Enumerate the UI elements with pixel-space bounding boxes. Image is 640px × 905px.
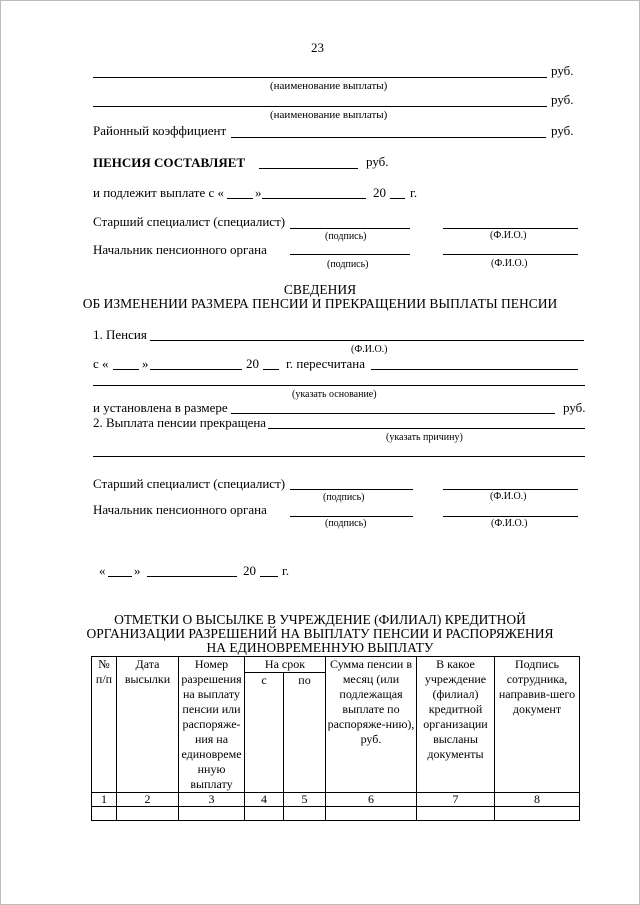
- column-number: 6: [326, 793, 417, 807]
- specialist-fio-line-1[interactable]: [443, 228, 578, 229]
- specialist-signature-line-2[interactable]: [290, 489, 413, 490]
- column-number: 7: [417, 793, 495, 807]
- date-quote-close: »: [134, 563, 141, 578]
- table-cell[interactable]: [326, 807, 417, 821]
- district-coefficient-line[interactable]: [231, 137, 546, 138]
- column-number: 3: [179, 793, 245, 807]
- fio-caption-1a: (Ф.И.О.): [490, 230, 527, 241]
- signature-caption-1a: (подпись): [325, 231, 367, 242]
- stop-reason-line[interactable]: [268, 428, 585, 429]
- section-title: СВЕДЕНИЯ: [283, 282, 357, 297]
- date-year-line[interactable]: [260, 576, 278, 577]
- section-subtitle: ОБ ИЗМЕНЕНИИ РАЗМЕРА ПЕНСИИ И ПРЕКРАЩЕНИИ ВЫПЛАТЫ ПЕНСИИ: [82, 296, 558, 311]
- head-label-2: Начальник пенсионного органа: [93, 502, 267, 517]
- payable-year-prefix: 20: [373, 185, 386, 200]
- recalc-basis-caption: (указать основание): [292, 389, 377, 400]
- header-institution: В какое учреждение (филиал) кредитной организации высланы документы: [417, 657, 495, 793]
- payable-month-line[interactable]: [262, 198, 366, 199]
- date-year-prefix: 20: [243, 563, 256, 578]
- head-fio-line-2[interactable]: [443, 516, 578, 517]
- stop-reason-line-2[interactable]: [93, 456, 585, 457]
- column-numbers-row: [92, 793, 580, 807]
- recalc-tail-line[interactable]: [371, 369, 578, 370]
- head-signature-line-1[interactable]: [290, 254, 410, 255]
- recalc-month-line[interactable]: [150, 369, 242, 370]
- senior-specialist-label-2: Старший специалист (специалист): [93, 476, 286, 491]
- column-number: 8: [495, 793, 580, 807]
- table-cell[interactable]: [92, 807, 117, 821]
- header-term-to: по: [284, 673, 326, 793]
- header-permit-number: Номер разрешения на выплату пенсии или распоряже-ния на единовреме нную выплату: [179, 657, 245, 793]
- table-cell[interactable]: [495, 807, 580, 821]
- specialist-signature-line-1[interactable]: [290, 228, 410, 229]
- fio-caption-1b: (Ф.И.О.): [491, 258, 528, 269]
- header-employee-signature: Подпись сотрудника, направив-шего документ: [495, 657, 580, 793]
- marks-title-line-1: ОТМЕТКИ О ВЫСЫЛКЕ В УЧРЕЖДЕНИЕ (ФИЛИАЛ) КРЕДИТНОЙ: [114, 612, 526, 627]
- column-number: 4: [245, 793, 284, 807]
- payment-unit-1: руб.: [551, 63, 574, 78]
- district-coefficient-unit: руб.: [551, 123, 574, 138]
- table-cell[interactable]: [417, 807, 495, 821]
- pensioner-fio-caption: (Ф.И.О.): [351, 344, 388, 355]
- senior-specialist-label-1: Старший специалист (специалист): [93, 214, 286, 229]
- table-cell[interactable]: [117, 807, 179, 821]
- payable-year-line[interactable]: [390, 198, 405, 199]
- header-term-from: с: [245, 673, 284, 793]
- marks-title-line-3: НА ЕДИНОВРЕМЕННУЮ ВЫПЛАТУ: [206, 640, 434, 655]
- payable-quote-close: »: [255, 185, 262, 200]
- stop-reason-caption: (указать причину): [386, 432, 463, 443]
- established-amount-unit: руб.: [563, 400, 586, 415]
- marks-title-line-2: ОРГАНИЗАЦИИ РАЗРЕШЕНИЙ НА ВЫПЛАТУ ПЕНСИИ И РАСПОРЯЖЕНИЯ: [86, 626, 554, 641]
- recalc-day-line[interactable]: [113, 369, 139, 370]
- payable-from-label: и подлежит выплате с «: [93, 185, 225, 200]
- table-cell[interactable]: [179, 807, 245, 821]
- payment-name-line-2[interactable]: [93, 106, 547, 107]
- recalc-year-line[interactable]: [263, 369, 279, 370]
- recalculated-label: г. пересчитана: [286, 356, 366, 371]
- table-row: [92, 807, 580, 821]
- signature-caption-1b: (подпись): [327, 259, 369, 270]
- pensioner-fio-line[interactable]: [150, 340, 584, 341]
- pension-amount-unit: руб.: [366, 154, 389, 169]
- specialist-fio-line-2[interactable]: [443, 489, 578, 490]
- recalc-quote-close: »: [142, 356, 149, 371]
- signature-caption-2b: (подпись): [325, 518, 367, 529]
- date-quote-open: «: [99, 563, 106, 578]
- table-cell[interactable]: [245, 807, 284, 821]
- payment-stopped-label: 2. Выплата пенсии прекращена: [93, 415, 267, 430]
- pension-item-label: 1. Пенсия: [93, 327, 147, 342]
- recalc-year-prefix: 20: [246, 356, 259, 371]
- payment-name-caption-2: (наименование выплаты): [270, 109, 388, 121]
- date-month-line[interactable]: [147, 576, 237, 577]
- column-number: 1: [92, 793, 117, 807]
- fio-caption-2b: (Ф.И.О.): [491, 518, 528, 529]
- payment-name-caption-1: (наименование выплаты): [270, 80, 388, 92]
- header-number: № п/п: [92, 657, 117, 793]
- pension-amount-line[interactable]: [259, 168, 358, 169]
- head-fio-line-1[interactable]: [443, 254, 578, 255]
- payable-year-suffix: г.: [410, 185, 418, 200]
- dispatch-marks-table: [91, 656, 580, 821]
- fio-caption-2a: (Ф.И.О.): [490, 491, 527, 502]
- table-cell[interactable]: [284, 807, 326, 821]
- signature-caption-2a: (подпись): [323, 492, 365, 503]
- header-pension-sum: Сумма пенсии в месяц (или подлежащая выплате по распоряже-нию), руб.: [326, 657, 417, 793]
- pension-amount-label: ПЕНСИЯ СОСТАВЛЯЕТ: [93, 155, 246, 170]
- header-term: На срок: [245, 657, 326, 673]
- recalc-basis-line[interactable]: [93, 385, 585, 386]
- established-amount-line[interactable]: [231, 413, 555, 414]
- established-amount-label: и установлена в размере: [93, 400, 228, 415]
- head-signature-line-2[interactable]: [290, 516, 413, 517]
- header-dispatch-date: Дата высылки: [117, 657, 179, 793]
- column-number: 2: [117, 793, 179, 807]
- payment-name-line-1[interactable]: [93, 77, 547, 78]
- district-coefficient-label: Районный коэффициент: [93, 123, 227, 138]
- payable-day-line[interactable]: [227, 198, 253, 199]
- column-number: 5: [284, 793, 326, 807]
- recalc-from-label: с «: [93, 356, 109, 371]
- page-number: 23: [311, 40, 324, 55]
- date-year-suffix: г.: [282, 563, 290, 578]
- date-day-line[interactable]: [108, 576, 132, 577]
- head-label-1: Начальник пенсионного органа: [93, 242, 267, 257]
- payment-unit-2: руб.: [551, 92, 574, 107]
